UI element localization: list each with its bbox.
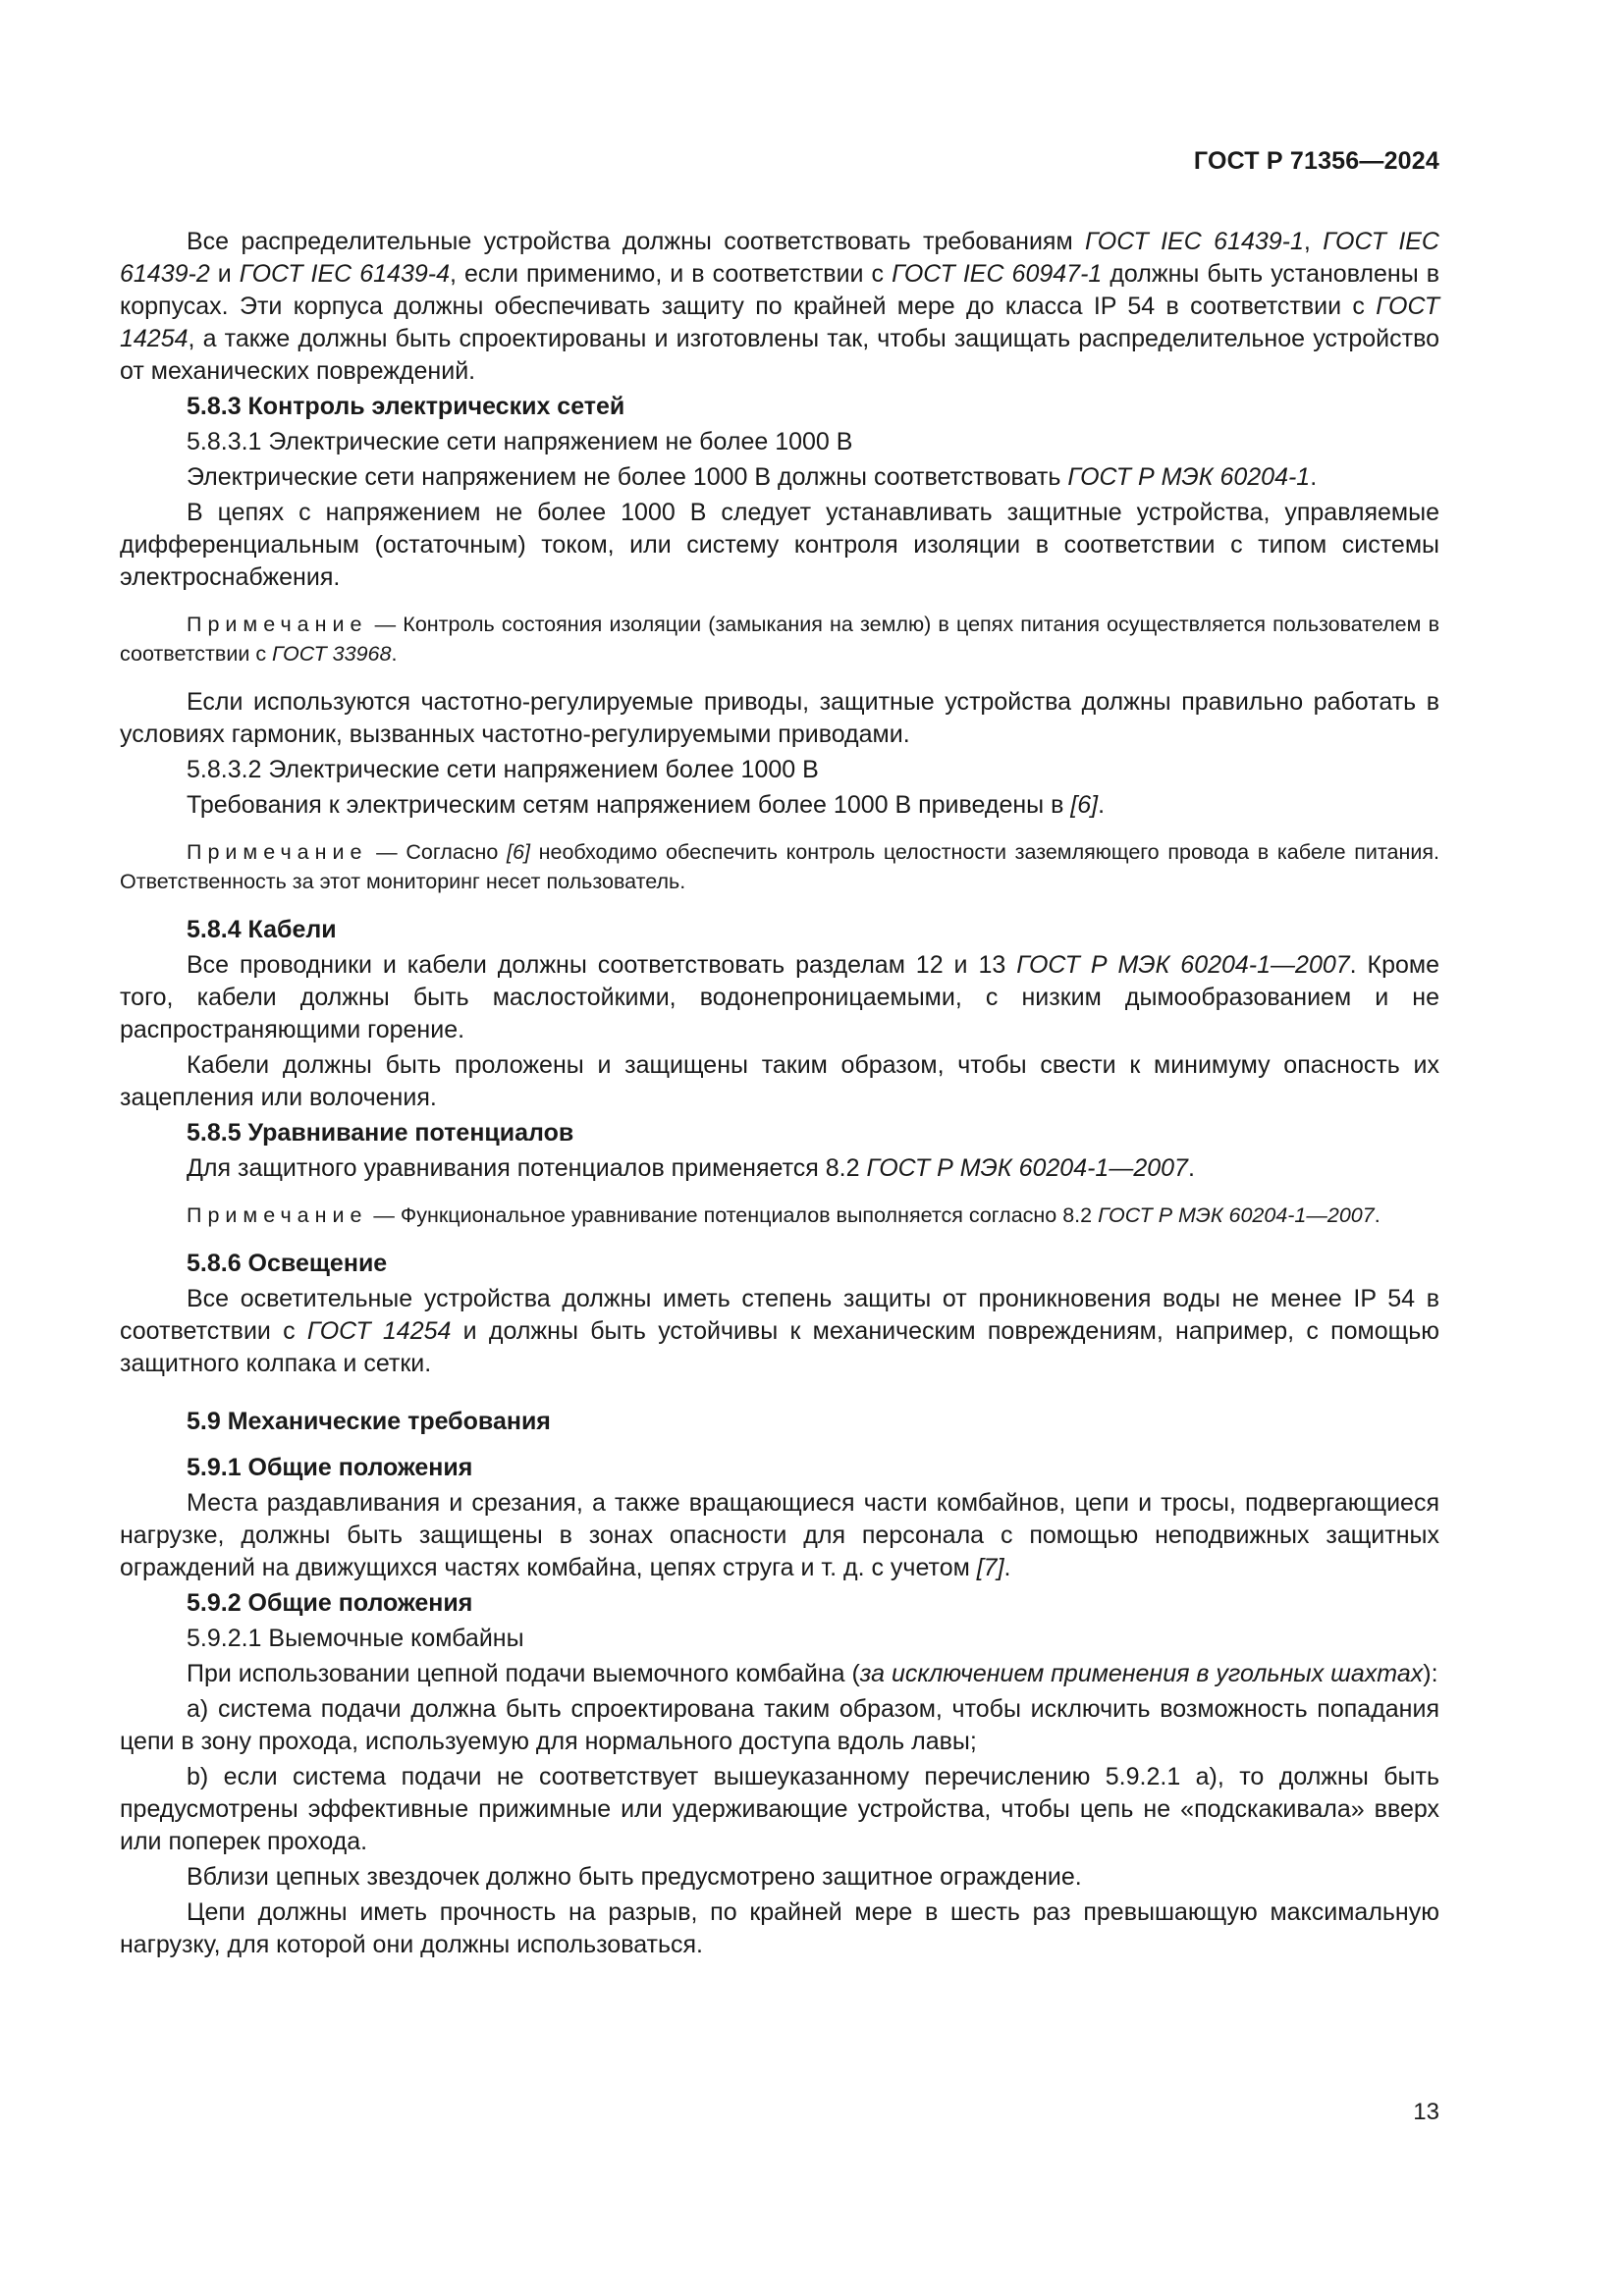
text-run: ): bbox=[1423, 1660, 1438, 1687]
standard-reference: ГОСТ 14254 bbox=[306, 1317, 452, 1345]
text-run: — Функциональное уравнивание потенциалов выполняется согласно 8.2 bbox=[367, 1203, 1099, 1227]
subsection-5-8-3-1: 5.8.3.1 Электрические сети напряжением не более 1000 В bbox=[187, 428, 853, 455]
text-run: — Контроль состояния изоляции (замыкания на землю) в цепях питания осуществляется пользователем в соответствии с bbox=[120, 613, 1439, 666]
text-run: . bbox=[1374, 1203, 1380, 1227]
text-run: и bbox=[209, 260, 240, 288]
text-run: Для защитного уравнивания потенциалов применяется 8.2 bbox=[187, 1154, 867, 1182]
text-run: — Согласно bbox=[367, 840, 508, 864]
paragraph-cables bbox=[120, 949, 1439, 1046]
document-code-header: ГОСТ Р 71356—2024 bbox=[1193, 147, 1439, 175]
list-item-a: а) система подачи должна быть спроектирована таким образом, чтобы исключить возможность попадания цепи в зону прохода, используемую для нормального доступа вдоль лавы; bbox=[120, 1695, 1439, 1755]
standard-reference: ГОСТ Р МЭК 60204-1—2007 bbox=[1016, 951, 1350, 979]
heading-5-8-6: 5.8.6 Освещение bbox=[187, 1250, 388, 1277]
heading-5-9-1: 5.9.1 Общие положения bbox=[187, 1454, 473, 1481]
text-run: При использовании цепной подачи выемочного комбайна ( bbox=[187, 1660, 860, 1687]
paragraph-sprocket-guard: Вблизи цепных звездочек должно быть предусмотрено защитное ограждение. bbox=[187, 1863, 1082, 1891]
bibliography-reference: [7] bbox=[976, 1554, 1004, 1581]
paragraph-networks-1000v bbox=[120, 461, 1439, 494]
text-run: . bbox=[1003, 1554, 1011, 1581]
paragraph-chain-feed bbox=[120, 1658, 1439, 1690]
text-run: Все проводники и кабели должны соответствовать разделам 12 и 13 bbox=[187, 951, 1017, 979]
text-run: и должны быть устойчивы к механическим повреждениям, например, с помощью защитного колпака и сетки. bbox=[120, 1317, 1439, 1377]
paragraph-crush-points bbox=[120, 1487, 1439, 1584]
page-number: 13 bbox=[1413, 2099, 1439, 2125]
standard-reference: ГОСТ Р МЭК 60204-1 bbox=[1067, 463, 1311, 491]
note-grounding bbox=[120, 837, 1439, 896]
heading-5-9-2: 5.9.2 Общие положения bbox=[187, 1589, 473, 1617]
standard-reference: ГОСТ 33968 bbox=[272, 642, 392, 666]
text-run: Все распределительные устройства должны соответствовать требованиям bbox=[187, 228, 1086, 255]
note-insulation bbox=[120, 610, 1439, 668]
text-run: необходимо обеспечить контроль целостности заземляющего провода в кабеле питания. Ответственность за этот мониторинг несет пользователь. bbox=[120, 840, 1439, 893]
paragraph-cable-routing: Кабели должны быть проложены и защищены таким образом, чтобы свести к минимуму опасность их зацепления или волочения. bbox=[120, 1051, 1439, 1111]
note-functional-bonding bbox=[120, 1201, 1439, 1230]
text-run: , bbox=[1303, 228, 1324, 255]
standard-reference: ГОСТ IEC 61439-1 bbox=[1085, 228, 1304, 255]
standard-reference: ГОСТ IEC 61439-4 bbox=[239, 260, 450, 288]
bibliography-reference: [6] bbox=[507, 840, 530, 864]
heading-5-8-5: 5.8.5 Уравнивание потенциалов bbox=[187, 1119, 574, 1147]
paragraph-protective-devices: В цепях с напряжением не более 1000 В следует устанавливать защитные устройства, управляемые дифференциальным (остаточным) током, или систему контроля изоляции в соответствии с типом системы электроснабжения. bbox=[120, 499, 1439, 591]
subsection-5-9-2-1: 5.9.2.1 Выемочные комбайны bbox=[187, 1625, 524, 1652]
text-run: . bbox=[391, 642, 398, 666]
text-run: . bbox=[1187, 1154, 1195, 1182]
note-label: Примечание bbox=[187, 613, 368, 636]
list-item-b: b) если система подачи не соответствует вышеуказанному перечислению 5.9.2.1 а), то должны быть предусмотрены эффективные прижимные или удерживающие устройства, чтобы цепь не «подскакивала» вверх или поперек прохода. bbox=[120, 1763, 1439, 1855]
text-run: Электрические сети напряжением не более 1000 В должны соответствовать bbox=[187, 463, 1068, 491]
document-body bbox=[120, 226, 1439, 1964]
text-run: . bbox=[1310, 463, 1318, 491]
subsection-5-8-3-2: 5.8.3.2 Электрические сети напряжением более 1000 В bbox=[187, 756, 819, 783]
note-label: Примечание bbox=[187, 1203, 368, 1227]
standard-reference: ГОСТ 14254 bbox=[120, 293, 1439, 352]
text-run: Все осветительные устройства должны иметь степень защиты от проникновения воды не менее IP 54 в соответствии с bbox=[120, 1285, 1439, 1345]
paragraph-lighting bbox=[120, 1283, 1439, 1380]
text-run: . Кроме того, кабели должны быть маслостойкими, водонепроницаемыми, с низким дымообразованием и не распространяющими горение. bbox=[120, 951, 1439, 1043]
heading-5-9: 5.9 Механические требования bbox=[187, 1408, 551, 1435]
standard-reference: ГОСТ Р МЭК 60204-1—2007 bbox=[1098, 1203, 1375, 1227]
italic-exception: за исключением применения в угольных шахтах bbox=[859, 1660, 1424, 1687]
text-run: , а также должны быть спроектированы и изготовлены так, чтобы защищать распределительное устройство от механических повреждений. bbox=[120, 325, 1439, 385]
text-run: . bbox=[1098, 791, 1106, 819]
text-run: Места раздавливания и срезания, а также вращающиеся части комбайнов, цепи и тросы, подвергающиеся нагрузке, должны быть защищены в зонах опасности для персонала с помощью неподвижных защитных ограждений на движущихся частях комбайна, цепях струга и т. д. с учетом bbox=[120, 1489, 1439, 1581]
text-run: , если применимо, и в соответствии с bbox=[450, 260, 893, 288]
paragraph-networks-above-1000v bbox=[120, 789, 1439, 822]
heading-5-8-3: 5.8.3 Контроль электрических сетей bbox=[187, 393, 625, 420]
paragraph-chain-strength: Цепи должны иметь прочность на разрыв, по крайней мере в шесть раз превышающую максимальную нагрузку, для которой они должны использоваться. bbox=[120, 1898, 1439, 1958]
standard-reference: ГОСТ Р МЭК 60204-1—2007 bbox=[866, 1154, 1188, 1182]
standard-reference: ГОСТ IEC 61439-2 bbox=[120, 228, 1439, 288]
standard-reference: ГОСТ IEC 60947-1 bbox=[892, 260, 1103, 288]
note-label: Примечание bbox=[187, 840, 368, 864]
paragraph-switchgear bbox=[120, 226, 1439, 388]
paragraph-frequency-drives: Если используются частотно-регулируемые приводы, защитные устройства должны правильно работать в условиях гармоник, вызванных частотно-регулируемыми приводами. bbox=[120, 688, 1439, 748]
text-run: должны быть установлены в корпусах. Эти корпуса должны обеспечивать защиту по крайней мере до класса IP 54 в соответствии с bbox=[120, 260, 1439, 320]
bibliography-reference: [6] bbox=[1070, 791, 1099, 819]
heading-5-8-4: 5.8.4 Кабели bbox=[187, 916, 337, 943]
paragraph-equipotential bbox=[120, 1152, 1439, 1185]
text-run: Требования к электрическим сетям напряжением более 1000 В приведены в bbox=[187, 791, 1071, 819]
